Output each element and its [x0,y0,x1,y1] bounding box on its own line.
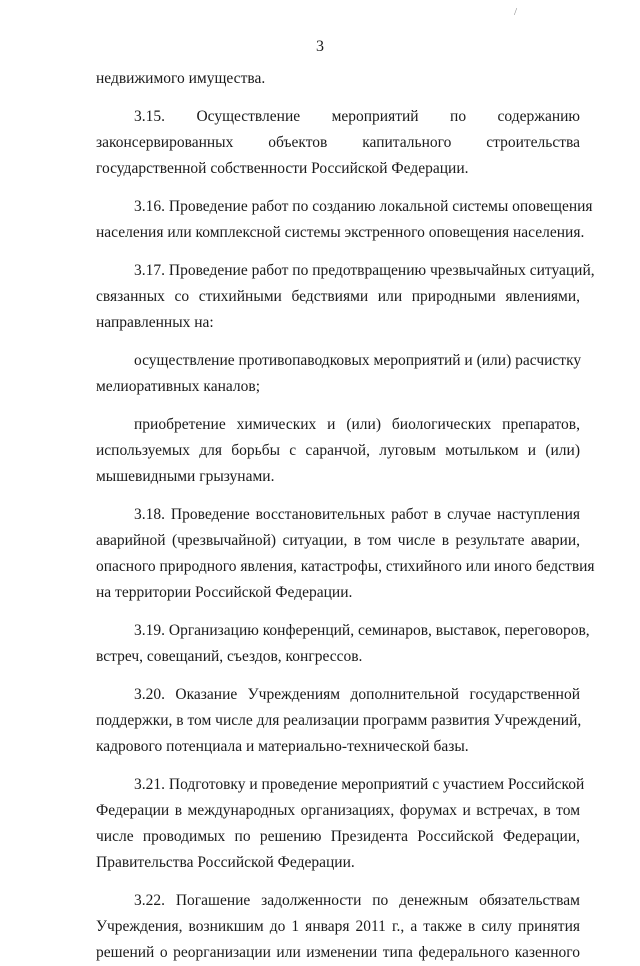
paragraph-3-21-line: Правительства Российской Федерации. [96,854,355,871]
paragraph-3-22-line: 3.22. Погашение задолженности по денежным обязательствам [134,892,580,909]
sub-item-line: приобретение химических и (или) биологических препаратов, [134,416,580,433]
paragraph-3-20-line: поддержки, в том числе для реализации программ развития Учреждений, [96,712,582,729]
paragraph-3-18-line: опасного природного явления, катастрофы, стихийного или иного бедствия [96,558,595,575]
paragraph-3-21-line: числе проводимых по решению Президента Российской Федерации, [96,828,580,845]
paragraph-3-18-line: аварийной (чрезвычайной) ситуации, в том числе в результате аварии, [96,532,580,549]
sub-item-line: мелиоративных каналов; [96,378,261,395]
paragraph-3-16-line: 3.16. Проведение работ по созданию локальной системы оповещения [134,198,593,215]
paragraph-3-22-line: Учреждения, возникшим до 1 января 2011 г., а также в силу принятия [96,918,580,935]
paragraph-3-17-line: 3.17. Проведение работ по предотвращению чрезвычайных ситуаций, [134,262,595,279]
paragraph-3-21-line: Федерации в международных организациях, форумах и встречах, в том [96,802,580,819]
sub-item-line: мышевидными грызунами. [96,468,275,485]
paragraph-3-16-line: населения или комплексной системы экстренного оповещения населения. [96,224,585,241]
page-number: 3 [316,38,324,55]
paragraph-3-17-line: направленных на: [96,314,214,331]
paragraph-3-20-line: кадрового потенциала и материально-технической базы. [96,738,469,755]
sub-item-line: осуществление противопаводковых мероприятий и (или) расчистку [134,352,582,369]
paragraph-3-20-line: 3.20. Оказание Учреждениям дополнительной государственной [134,686,580,703]
paragraph-3-18-line: на территории Российской Федерации. [96,584,353,601]
corner-mark: / [514,6,518,18]
paragraph-3-21-line: 3.21. Подготовку и проведение мероприятий с участием Российской [134,776,585,793]
paragraph-3-19-line: 3.19. Организацию конференций, семинаров, выставок, переговоров, [134,622,590,639]
paragraph-3-18-line: 3.18. Проведение восстановительных работ в случае наступления [134,506,580,523]
paragraph-3-22-line: решений о реорганизации или изменении типа федерального казенного [96,944,580,961]
document-body [96,66,595,966]
paragraph-3-19-line: встреч, совещаний, съездов, конгрессов. [96,648,363,665]
paragraph-3-15-line: 3.15. Осуществление мероприятий по содержанию [134,108,580,125]
text-line: недвижимого имущества. [96,70,266,87]
paragraph-3-15-line: законсервированных объектов капитального строительства [96,134,580,151]
paragraph-3-17-line: связанных со стихийными бедствиями или природными явлениями, [96,288,580,305]
paragraph-3-15-line: государственной собственности Российской Федерации. [96,160,469,177]
sub-item-line: используемых для борьбы с саранчой, луговым мотыльком и (или) [96,442,580,459]
